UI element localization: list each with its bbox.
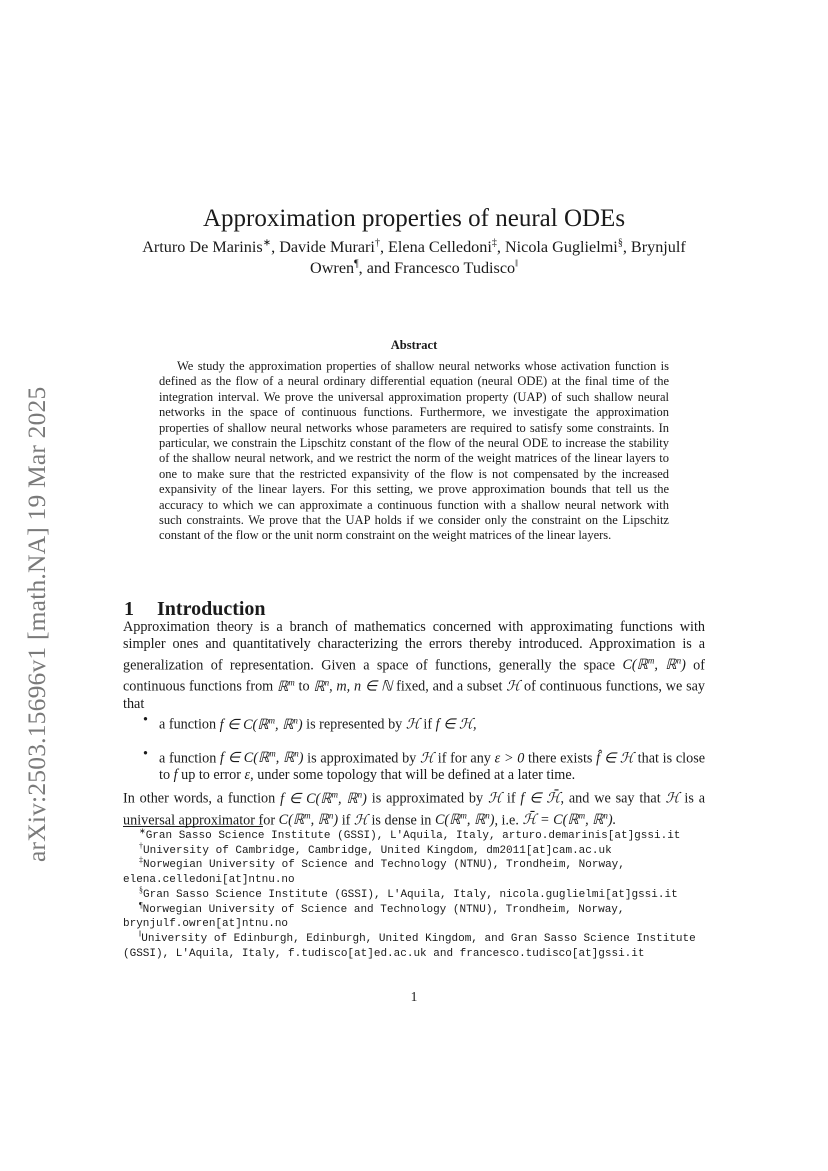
intro-paragraph: In other words, a function f ∈ C(ℝ$^m$, ℝ$^n$) is approximated by ℋ if f ∈ ℋ̄, and we say that ℋ is a universal approximator for C(ℝ$^m$, ℝ$^n$) if ℋ is dense in C(ℝ$^m$, ℝ$^n$), i.e. ℋ̄ = C(ℝ$^m$, ℝ$^n$). — [123, 789, 706, 829]
footnotes — [123, 826, 713, 961]
section-number: 1 — [124, 597, 134, 620]
math-inline: ℝ$^n$ — [313, 677, 330, 695]
abstract-heading: Abstract — [390, 338, 438, 352]
author-name: Nicola Guglielmi — [504, 238, 618, 256]
page-number: 1 — [410, 989, 418, 1004]
author-name: Brynjulf Owren — [310, 238, 686, 277]
author-mark: ∗ — [262, 237, 272, 249]
author-mark: ¶ — [354, 258, 359, 270]
author-mark: § — [617, 237, 623, 249]
math-inline: ℋ — [506, 678, 521, 695]
paper-title: Approximation properties of neural ODEs — [202, 204, 626, 232]
intro-paragraph: Approximation theory is a branch of mathematics concerned with approximating functions with simpler ones and quantitatively characterizing the errors thereby introduced. Approximation is a generalization of representation. Given a space of functions, generally the space C(ℝ$^m$, ℝ$^n$) of continuous functions from ℝ$^m$ to ℝ$^n$, m, n ∈ ℕ fixed, and a subset ℋ of continuous functions, we say that — [123, 619, 705, 712]
author-mark: ‡ — [491, 237, 497, 249]
list-item: • a function f ∈ C(ℝ$^m$, ℝ$^n$) is approximated by ℋ if for any ε > 0 there exists f̂ ∈ ℋ that is close to f up to error ε, under some topology that will be defined at a later time. — [143, 745, 706, 784]
author-name: Davide Murari — [279, 238, 375, 256]
footnote: §Gran Sasso Science Institute (GSSI), L'Aquila, Italy, nicola.guglielmi[at]gssi.it — [139, 885, 678, 901]
author-name: Arturo De Marinis — [142, 238, 263, 256]
math-inline: C(ℝ$^m$, ℝ$^n$) — [622, 655, 686, 674]
footnote: ‖University of Edinburgh, Edinburgh, United Kingdom, and Gran Sasso Science Institute (GSSI), L'Aquila, Italy, f.tudisco[at]ed.ac.uk and francesco.tudisco[at]gssi.it — [123, 929, 703, 960]
footnote: ¶Norwegian University of Science and Technology (NTNU), Trondheim, Norway, brynjulf.owren[at]ntnu.no — [123, 899, 632, 931]
definition-list — [123, 712, 705, 784]
section-heading — [124, 598, 266, 621]
author-mark: ‖ — [515, 258, 518, 270]
author-name: Francesco Tudisco — [394, 259, 516, 277]
bullet-icon: • — [143, 712, 148, 728]
author-conjunction: and — [366, 259, 391, 277]
abstract-text: We study the approximation properties of shallow neural networks whose activation function is defined as the flow of a neural ordinary differential equation (neural ODE) at the final time of the integration interval. We prove the universal approximation property (UAP) of such shallow neural networks in the space of continuous functions. Furthermore, we investigate the approximation properties of shallow neural networks whose parameters are required to satisfy some constraints. In particular, we constrain the Lipschitz constant of the flow of the neural ODE to increase the stability of the shallow neural network, and we restrict the norm of the weight matrices of the linear layers to one to make sure that the restricted expansivity of the flow is not compensated by the increased expansivity of the linear layers. For this setting, we prove approximation bounds that tell us the accuracy to which we can approximate a continuous function with a shallow neural network with such constraints. We prove that the UAP holds if we consider only the constraint on the Lipschitz constant of the flow or the unit norm constraint on the weight matrices of the linear layers. — [159, 359, 669, 543]
footnote: ‡Norwegian University of Science and Technology (NTNU), Trondheim, Norway, elena.celledoni[at]ntnu.no — [123, 855, 632, 887]
list-item: • a function f ∈ C(ℝ$^m$, ℝ$^n$) is represented by ℋ if f ∈ ℋ, — [143, 712, 477, 733]
section-title: Introduction — [157, 597, 266, 620]
author-mark: † — [374, 237, 380, 249]
author-name: Elena Celledoni — [388, 238, 492, 256]
footnote: ∗Gran Sasso Science Institute (GSSI), L'Aquila, Italy, arturo.demarinis[at]gssi.it — [139, 826, 681, 842]
arxiv-sidebar-stamp: arXiv:2503.15696v1 [math.NA] 19 Mar 2025 — [22, 386, 51, 862]
math-inline: m, n ∈ ℕ — [336, 678, 393, 695]
author-list: Arturo De Marinis∗, Davide Murari†, Elena Celledoni‡, Nicola Guglielmi§, Brynjulf Owren¶, and Francesco Tudisco‖ — [142, 237, 686, 277]
footnote: †University of Cambridge, Cambridge, United Kingdom, dm2011[at]cam.ac.uk — [139, 841, 612, 857]
math-inline: ℝ$^m$ — [276, 677, 295, 695]
bullet-icon: • — [143, 745, 148, 762]
